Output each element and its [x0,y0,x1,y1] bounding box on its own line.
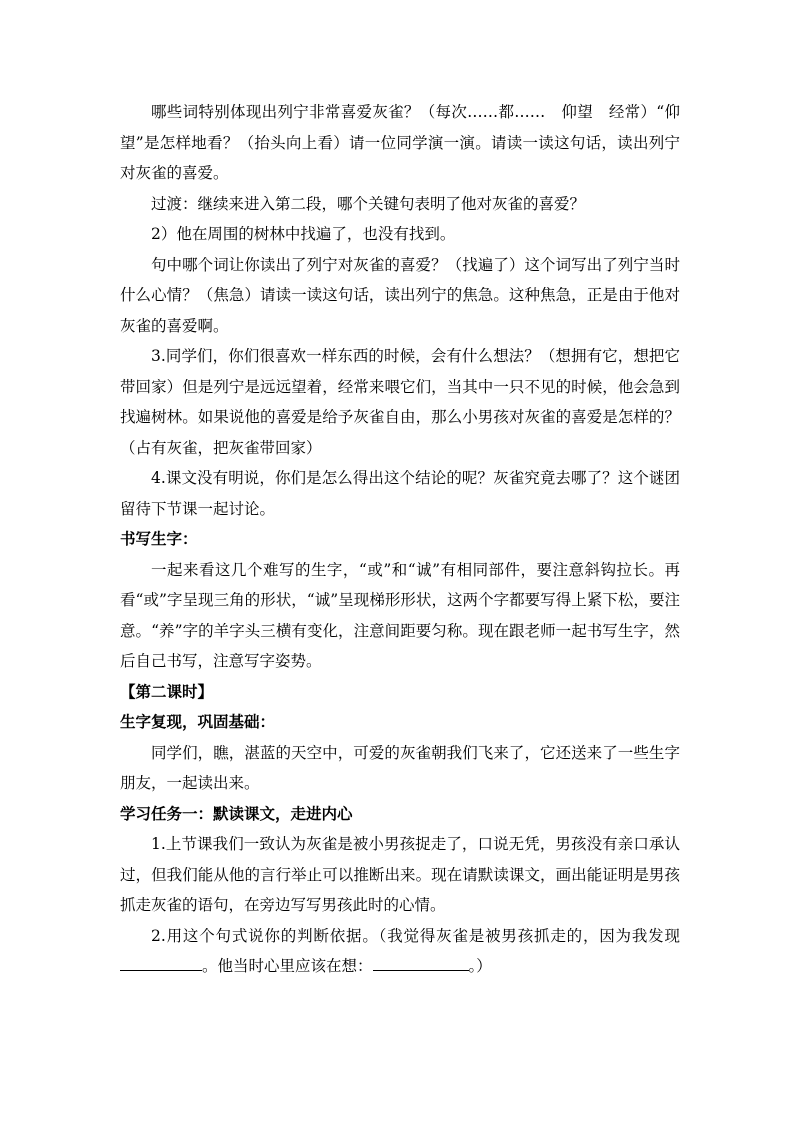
paragraph-favorite-words: 哪些词特别体现出列宁非常喜爱灰雀？（每次……都…… 仰望 经常）“仰望”是怎样地看？（抬头向上看）请一位同学演一演。请读一读这句话，读出列宁对灰雀的喜爱。 [120,103,680,182]
document-page [120,97,680,982]
paragraph-transition: 过渡：继续来进入第二段，哪个关键句表明了他对灰雀的喜爱？ [151,194,586,213]
paragraph-anxious: 句中哪个词让你读出了列宁对灰雀的喜爱？（找遍了）这个词写出了列宁当时什么心情？（焦急）请读一读这句话，读出列宁的焦急。这种焦急，正是由于他对灰雀的喜爱啊。 [120,255,680,335]
sentence-pattern-part1: 2.用这个句式说你的判断依据。（我觉得灰雀是被男孩抓走的，因为我发现 [151,926,680,945]
heading-second-lesson: 【第二课时】 [120,681,214,701]
heading-review-characters: 生字复现，巩固基础： [120,712,276,731]
sentence-pattern-part3: 。） [468,957,492,975]
heading-task-one: 学习任务一：默读课文，走进内心 [120,803,353,823]
fill-blank-evidence[interactable] [120,952,202,971]
heading-writing-characters: 书写生字： [120,529,198,548]
paragraph-key-sentence: 2）他在周围的树林中找遍了，也没有找到。 [151,225,456,243]
fill-blank-thoughts[interactable] [373,952,469,971]
paragraph-item-4: 4.课文没有明说，你们是怎么得出这个结论的呢？灰雀究竟去哪了？这个谜团留待下节课一起讨论。 [120,469,680,518]
sentence-pattern-part2: 。他当时心里应该在想： [202,957,373,975]
paragraph-writing-characters: 一起来看这几个难写的生字，“或”和“诚”有相同部件，要注意斜钩拉长。再看“或”字呈现三角的形状，“诚”呈现梯形形状，这两个字都要写得上紧下松，要注意。“养”字的羊字头三横有变化，注意间距要匀称。现在跟老师一起书写生字，然后自己书写，注意写字姿势。 [120,560,680,670]
paragraph-item-3: 3.同学们，你们很喜欢一样东西的时候，会有什么想法？（想拥有它，想把它带回家）但是列宁是远远望着，经常来喂它们，当其中一只不见的时候，他会急到找遍树林。如果说他的喜爱是给予灰雀自由，那么小男孩对灰雀的喜爱是怎样的？（占有灰雀，把灰雀带回家） [120,347,680,457]
paragraph-task-one-item-1: 1.上节课我们一致认为灰雀是被小男孩捉走了，口说无凭，男孩没有亲口承认过，但我们能从他的言行举止可以推断出来。现在请默读课文，画出能证明是男孩抓走灰雀的语句，在旁边写写男孩此时的心情。 [120,835,680,914]
paragraph-review-characters: 同学们，瞧，湛蓝的天空中，可爱的灰雀朝我们飞来了，它还送来了一些生字朋友，一起读出来。 [120,743,680,792]
paragraph-task-one-item-2 [120,921,680,982]
